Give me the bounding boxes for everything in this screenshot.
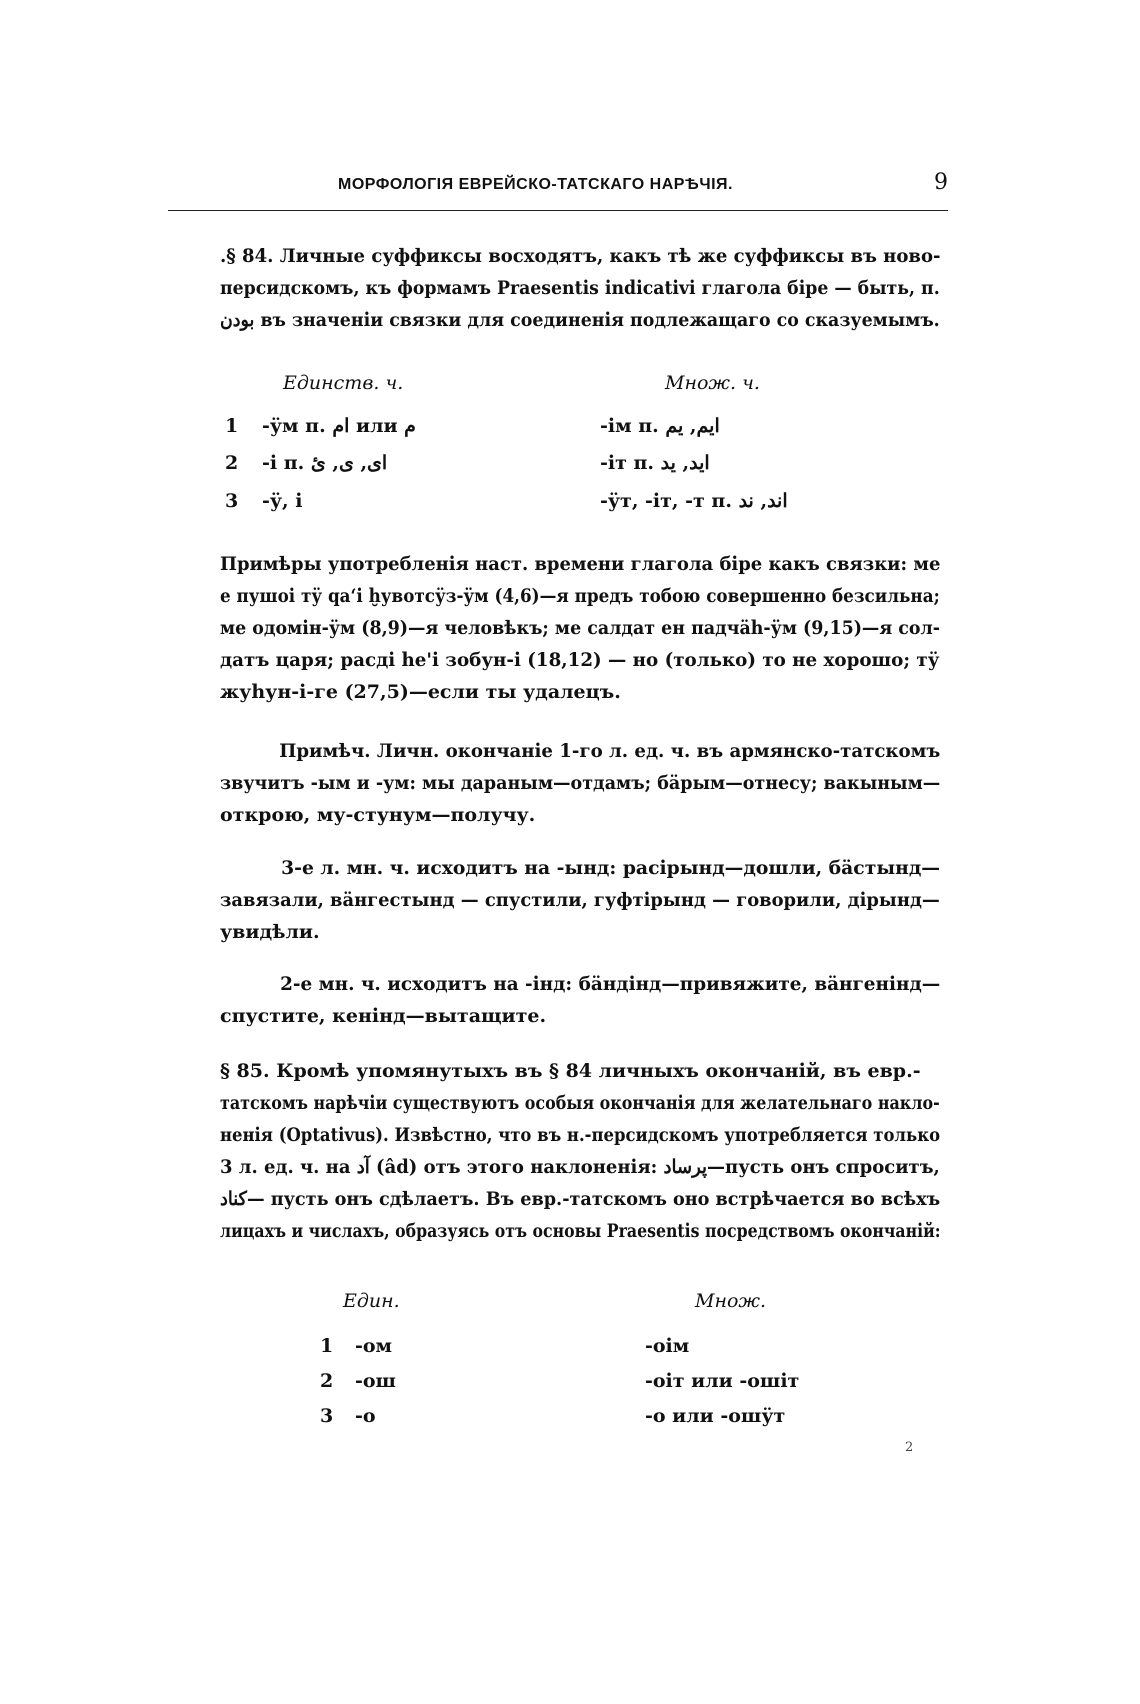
text-line: 3-е л. мн. ч. исходитъ на -ынд: расірынд—дошли, бäстынд— <box>281 857 941 879</box>
table1-row-plural: -іт п. اید, ید <box>600 452 710 474</box>
page-number: 9 <box>934 170 948 195</box>
text-line: датъ царя; расді he'і зобун-і (18,12) — но (только) то не хорошо; тӱ <box>220 649 940 671</box>
table1-row-singular: -ӱ, і <box>262 490 303 512</box>
table2-header-singular: Един. <box>343 1290 400 1312</box>
table1-header-plural: Множ. ч. <box>665 372 760 394</box>
table1-row-num: 1 <box>225 415 239 437</box>
table2-header-plural: Множ. <box>695 1290 767 1312</box>
text-line: е пушоі тӱ qаʻі ḫувотсӱз-ӱм (4,6)—я предъ тобою совершенно безсильна; <box>220 585 940 607</box>
note-third-plural <box>220 852 940 948</box>
table2-row-num: 3 <box>320 1405 334 1427</box>
table1-row-plural: -ӱт, -іт, -т п. اند, ند <box>600 490 788 512</box>
text-line: татскомъ нарѣчіи существуютъ особыя окончанія для желательнаго накло- <box>220 1092 940 1114</box>
text-line: Примѣч. Личн. окончаніе 1-го л. ед. ч. въ армянско-татскомъ <box>279 740 941 762</box>
table1-row-plural: -ім п. ایم, یم <box>600 415 720 437</box>
text-line: Примѣры употребленія наст. времени глагола біре какъ связки: ме <box>220 553 941 575</box>
table1-header-singular: Единств. ч. <box>283 372 404 394</box>
text-line: .§ 84. Личные суффиксы восходятъ, какъ тѣ же суффиксы въ ново- <box>220 245 941 267</box>
text-line: § 85. Кромѣ упомянутыхъ въ § 84 личныхъ окончаній, въ евр.- <box>220 1060 921 1082</box>
text-line: завязали, вäнгестынд — спустили, гуфтірынд — говорили, дірынд— <box>220 889 940 911</box>
text-line: звучитъ -ым и -ум: мы дараным—отдамъ; бäрым—отнесу; вакыным— <box>220 772 941 794</box>
table2-row-plural: -оім <box>645 1335 690 1357</box>
text-line: ненія (Optativus). Извѣстно, что въ н.-персидскомъ употребляется только <box>220 1124 941 1146</box>
running-header <box>168 170 948 211</box>
text-line: ме одомін-ӱм (8,9)—я человѣкъ; ме салдат ен падчäh-ӱм (9,15)—я сол- <box>220 617 941 639</box>
text-line: спустите, кенінд—вытащите. <box>220 1005 547 1027</box>
table2-row-singular: -ом <box>355 1335 393 1357</box>
table1-row-singular: -ӱм п. ام или م <box>262 415 416 437</box>
text-line: персидскомъ, къ формамъ Praesentis indicativi глагола біре — быть, п. <box>220 277 940 299</box>
text-line: увидѣли. <box>220 921 320 943</box>
examples-paragraph <box>220 548 940 708</box>
text-line: 3 л. ед. ч. на آد (âd) отъ этого наклоненія: پرساد—пусть онъ спроситъ, <box>220 1156 940 1178</box>
text-line: лицахъ и числахъ, образуясь отъ основы Praesentis посредствомъ окончаній: <box>220 1220 941 1242</box>
table2-row-singular: -о <box>355 1405 376 1427</box>
text-line: بودن въ значеніи связки для соединенія подлежащаго со сказуемымъ. <box>220 309 940 331</box>
table1-row-singular: -і п. ای, ی, ئ <box>262 452 388 474</box>
table2-row-plural: -оіт или -ошіт <box>645 1370 800 1392</box>
text-line: کناد— пусть онъ сдѣлаетъ. Въ евр.-татскомъ оно встрѣчается во всѣхъ <box>220 1188 941 1210</box>
text-line: 2-е мн. ч. исходитъ на -інд: бäндінд—привяжите, вäнгенінд— <box>280 973 941 995</box>
note-second-plural <box>220 968 940 1032</box>
signature-mark: 2 <box>905 1440 914 1455</box>
section-85-paragraph <box>220 1055 940 1247</box>
section-84-paragraph <box>220 240 940 336</box>
table2-row-num: 1 <box>320 1335 334 1357</box>
table1-row-num: 3 <box>225 490 239 512</box>
text-line: жуhун-і-ге (27,5)—если ты удалецъ. <box>220 681 621 703</box>
table2-row-plural: -о или -ошӱт <box>645 1405 786 1427</box>
table1-row-num: 2 <box>225 452 239 474</box>
running-title: МОРФОЛОГІЯ ЕВРЕЙСКО-ТАТСКАГО НАРѢЧІЯ. <box>338 176 733 193</box>
note-armenian-tat <box>220 735 940 831</box>
table2-row-singular: -ош <box>355 1370 396 1392</box>
text-line: открою, му-стунум—получу. <box>220 804 536 826</box>
table2-row-num: 2 <box>320 1370 334 1392</box>
